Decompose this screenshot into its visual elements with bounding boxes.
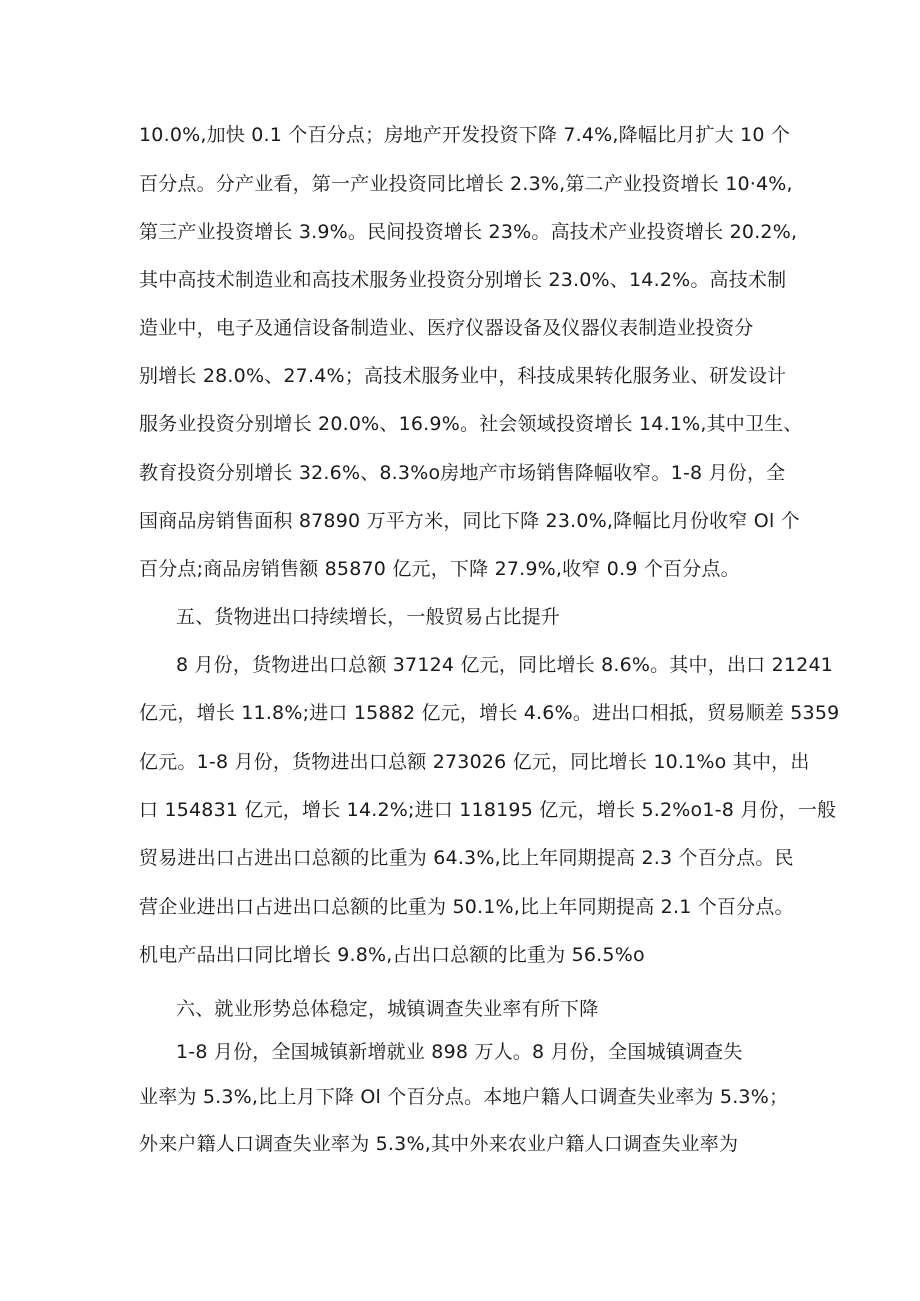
section-heading: 五、货物进出口持续增长，一般贸易占比提升 bbox=[176, 606, 561, 628]
text-line: 业率为 5.3%,比上月下降 Ol 个百分点。本地户籍人口调查失业率为 5.3%； bbox=[139, 1086, 789, 1108]
text-line: 造业中，电子及通信设备制造业、医疗仪器设备及仪器仪表制造业投资分 bbox=[139, 317, 754, 339]
text-line: 机电产品出口同比增长 9.8%,占出口总额的比重为 56.5%o bbox=[139, 944, 645, 966]
text-line: 8 月份，货物进出口总额 37124 亿元，同比增长 8.6%。其中，出口 21241 bbox=[176, 654, 834, 676]
text-line: 第三产业投资增长 3.9%。民间投资增长 23%。高技术产业投资增长 20.2%, bbox=[139, 221, 798, 243]
text-line: 亿元，增长 11.8%;进口 15882 亿元，增长 4.6%。进出口相抵，贸易顺差 5359 bbox=[139, 702, 840, 724]
text-line: 贸易进出口占进出口总额的比重为 64.3%,比上年同期提高 2.3 个百分点。民 bbox=[139, 847, 794, 869]
text-line: 口 154831 亿元，增长 14.2%;进口 118195 亿元，增长 5.2%o1-8 月份，一般 bbox=[139, 799, 837, 821]
text-line: 其中高技术制造业和高技术服务业投资分别增长 23.0%、14.2%。高技术制 bbox=[139, 269, 787, 291]
text-line: 教育投资分别增长 32.6%、8.3%o房地产市场销售降幅收窄。1-8 月份，全 bbox=[139, 462, 786, 484]
text-line: 别增长 28.0%、27.4%；高技术服务业中，科技成果转化服务业、研发设计 bbox=[139, 365, 787, 387]
section-heading: 六、就业形势总体稳定，城镇调查失业率有所下降 bbox=[176, 998, 599, 1020]
text-line: 服务业投资分别增长 20.0%、16.9%。社会领域投资增长 14.1%,其中卫生、 bbox=[139, 413, 803, 435]
text-line: 亿元。1-8 月份，货物进出口总额 273026 亿元，同比增长 10.1%o 其中，出 bbox=[139, 751, 810, 773]
text-line: 国商品房销售面积 87890 万平方米，同比下降 23.0%,降幅比月份收窄 Ol 个 bbox=[139, 510, 800, 532]
text-line: 1-8 月份，全国城镇新增就业 898 万人。8 月份，全国城镇调查失 bbox=[176, 1041, 743, 1063]
text-line: 营企业进出口占进出口总额的比重为 50.1%,比上年同期提高 2.1 个百分点。 bbox=[139, 896, 794, 918]
text-line: 百分点;商品房销售额 85870 亿元，下降 27.9%,收窄 0.9 个百分点。 bbox=[139, 558, 740, 580]
text-line: 10.0%,加快 0.1 个百分点；房地产开发投资下降 7.4%,降幅比月扩大 10 个 bbox=[139, 124, 791, 146]
text-line: 外来户籍人口调查失业率为 5.3%,其中外来农业户籍人口调查失业率为 bbox=[139, 1133, 739, 1155]
text-line: 百分点。分产业看，第一产业投资同比增长 2.3%,第二产业投资增长 10·4%, bbox=[139, 173, 793, 195]
